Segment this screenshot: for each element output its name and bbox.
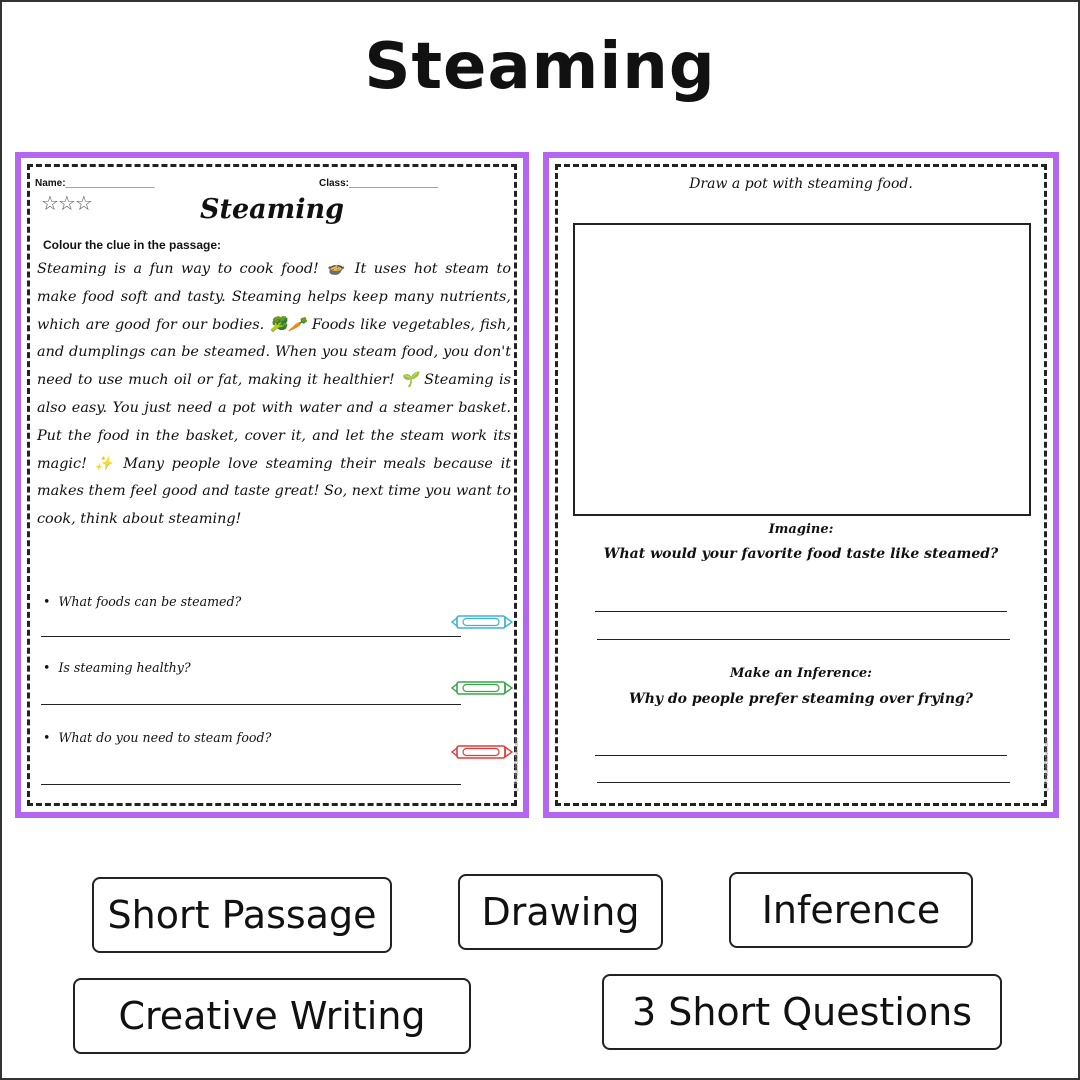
tag-drawing: Drawing	[458, 874, 663, 950]
tag-creative-writing: Creative Writing	[73, 978, 471, 1054]
inference-label: Make an Inference:	[730, 666, 872, 681]
writing-line	[597, 782, 1010, 783]
page-paper	[21, 158, 523, 812]
question-item: • Is steaming healthy?	[43, 660, 191, 675]
answer-line	[41, 704, 461, 705]
writing-line	[595, 611, 1007, 612]
watermark: © PrintableBazaar.com	[514, 738, 520, 792]
worksheet-page-activities	[543, 152, 1059, 818]
reading-passage: Steaming is a fun way to cook food! 🍲 It uses hot steam to make food soft and tasty. Steaming helps keep many nutrients, which are good for our bodies. 🥦🥕 Foods like vegetables, fish, and dumplings can be steamed. When you steam food, you don't need to use much oil or fat, making it healthier! 🌱 Steaming is also easy. You just need a pot with water and a steamer basket. Put the food in the basket, cover it, and let the steam work its magic! ✨ Many people love steaming their meals because it makes them feel good and taste great! So, next time you want to cook, think about steaming!	[37, 261, 511, 528]
tag-inference: Inference	[729, 872, 973, 948]
imagine-question: What would your favorite food taste like steamed?	[603, 546, 999, 562]
question-text: What do you need to steam food?	[58, 730, 272, 745]
question-text: What foods can be steamed?	[58, 594, 242, 609]
tag-short-passage: Short Passage	[92, 877, 392, 953]
drawing-box[interactable]	[573, 223, 1031, 516]
writing-line	[595, 755, 1007, 756]
name-field-label: Name:________________	[35, 178, 155, 189]
question-item: • What do you need to steam food?	[43, 730, 272, 745]
crayon-icon	[451, 744, 513, 760]
instruction-text: Colour the clue in the passage:	[43, 238, 222, 252]
question-item: • What foods can be steamed?	[43, 594, 242, 609]
crayon-icon	[451, 680, 513, 696]
watermark: © PrintableBazaar.com	[1044, 738, 1050, 792]
star-rating-icon: ☆☆☆	[41, 191, 92, 215]
answer-line	[41, 784, 461, 785]
question-text: Is steaming healthy?	[58, 660, 191, 675]
worksheet-title: Steaming	[200, 194, 344, 225]
class-field-label: Class:________________	[319, 178, 438, 189]
imagine-label: Imagine:	[768, 522, 834, 537]
crayon-icon	[451, 614, 513, 630]
main-title: Steaming	[364, 30, 716, 104]
page-paper	[549, 158, 1053, 812]
writing-line	[597, 639, 1010, 640]
draw-prompt: Draw a pot with steaming food.	[689, 176, 913, 192]
answer-line	[41, 636, 461, 637]
inference-question: Why do people prefer steaming over frying?	[628, 691, 974, 707]
worksheet-page-reading	[15, 152, 529, 818]
tag-3-short-questions: 3 Short Questions	[602, 974, 1002, 1050]
